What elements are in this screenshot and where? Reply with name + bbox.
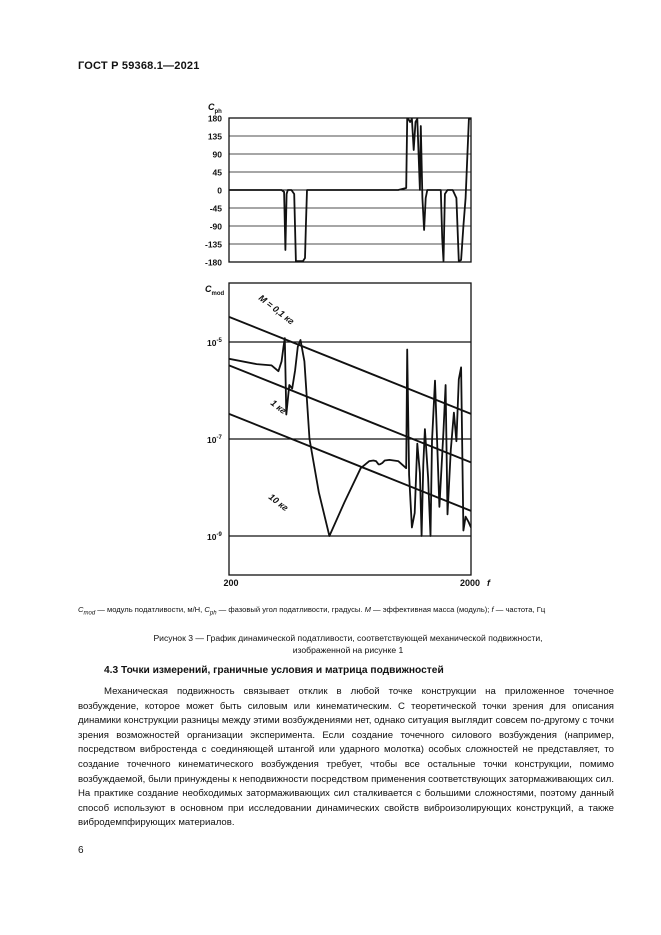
mass-line: [229, 414, 471, 514]
phase-chart: [205, 102, 471, 268]
section-heading: 4.3 Точки измерений, граничные условия и матрица подвижностей: [104, 665, 444, 676]
page-number: 6: [78, 845, 84, 856]
paragraph: Механическая подвижность связывает отклик в любой точке конструкции на приложенное точечное возбуждение, которое может быть силовым или кинематическим. С теоретической точки зрения для описания динамики конструкции разницы между этими возбуждениями нет, однако ситуация выглядит совсем по-другому с точки зрения возможностей организации эксперимента. Если создание точечного силового возбуждения (например, посредством вибростенда с соединяющей штангой или ударного молотка) особых сложностей не представляет, то создание точечного кинематического возбуждения требует, чтобы все остальные точки конструкции, помимо возбуждаемой, были принуждены к неподвижности посредством применения соответствующих затормаживающих сил. На практике создание необходимых затормаживающих сил сталкивается с большими сложностями, поэтому данный способ используют в основном при исследовании динамических свойств виброизолирующих конструкций, а также вибродемпфирующих материалов.: [78, 686, 614, 829]
legend-mass-desc: — эффективная масса (модуль);: [370, 605, 492, 614]
phase-tick-label: 45: [212, 167, 222, 178]
modulus-tick-labels: [207, 338, 222, 542]
phase-tick-label: 0: [217, 185, 222, 196]
phase-tick-label: -45: [209, 203, 222, 214]
phase-curve: [229, 119, 471, 261]
modulus-tick-label: $10^{-5}$: [207, 338, 222, 348]
x-axis-label: f: [487, 578, 490, 588]
modulus-tick-label: $10^{-7}$: [207, 435, 222, 445]
phase-tick-label: 90: [212, 149, 222, 160]
legend-cph-desc: — фазовый угол податливости, градусы.: [216, 605, 365, 614]
phase-tick-label: 135: [207, 131, 222, 142]
mass-label-0-1kg: M = 0,1 кг: [256, 292, 297, 327]
phase-tick-label: -135: [204, 239, 222, 250]
legend-freq-desc: — частота, Гц: [493, 605, 546, 614]
caption-line-2: изображенной на рисунке 1: [292, 645, 404, 655]
mass-label-10kg: 10 кг: [266, 491, 291, 514]
modulus-chart: [205, 283, 491, 588]
modulus-curve: [229, 338, 471, 536]
legend-freq-symbol: f: [491, 605, 494, 614]
phase-tick-label: -180: [204, 257, 222, 268]
x-tick-200: 200: [223, 578, 239, 588]
body-text: [78, 685, 614, 831]
figure-legend: [78, 605, 618, 617]
legend-cmod-desc: — модуль податливости, м/Н,: [95, 605, 205, 614]
modulus-tick-label: $10^{-9}$: [207, 532, 222, 542]
caption-line-1: Рисунок 3 — График динамической податливости, соответствующей механической подвижности,: [153, 633, 543, 643]
legend-cph-symbol: $C_{ph}$: [204, 605, 217, 617]
mass-lines: [229, 317, 471, 514]
modulus-y-axis-label: $C_{mod}$: [205, 284, 225, 297]
phase-tick-labels: [205, 114, 222, 268]
standard-header: ГОСТ Р 59368.1—2021: [78, 60, 200, 72]
phase-tick-label: 180: [207, 113, 222, 124]
legend-mass-symbol: M: [364, 605, 371, 614]
legend-cmod-symbol: $C_{mod}$: [78, 605, 96, 617]
modulus-gridlines: [229, 342, 471, 536]
mass-label-1kg: 1 кг: [268, 397, 289, 416]
figure-caption: [78, 632, 618, 656]
phase-y-axis-label: $C_{ph}$: [208, 102, 222, 115]
x-tick-2000: 2000: [459, 578, 481, 588]
phase-tick-label: -90: [209, 221, 222, 232]
